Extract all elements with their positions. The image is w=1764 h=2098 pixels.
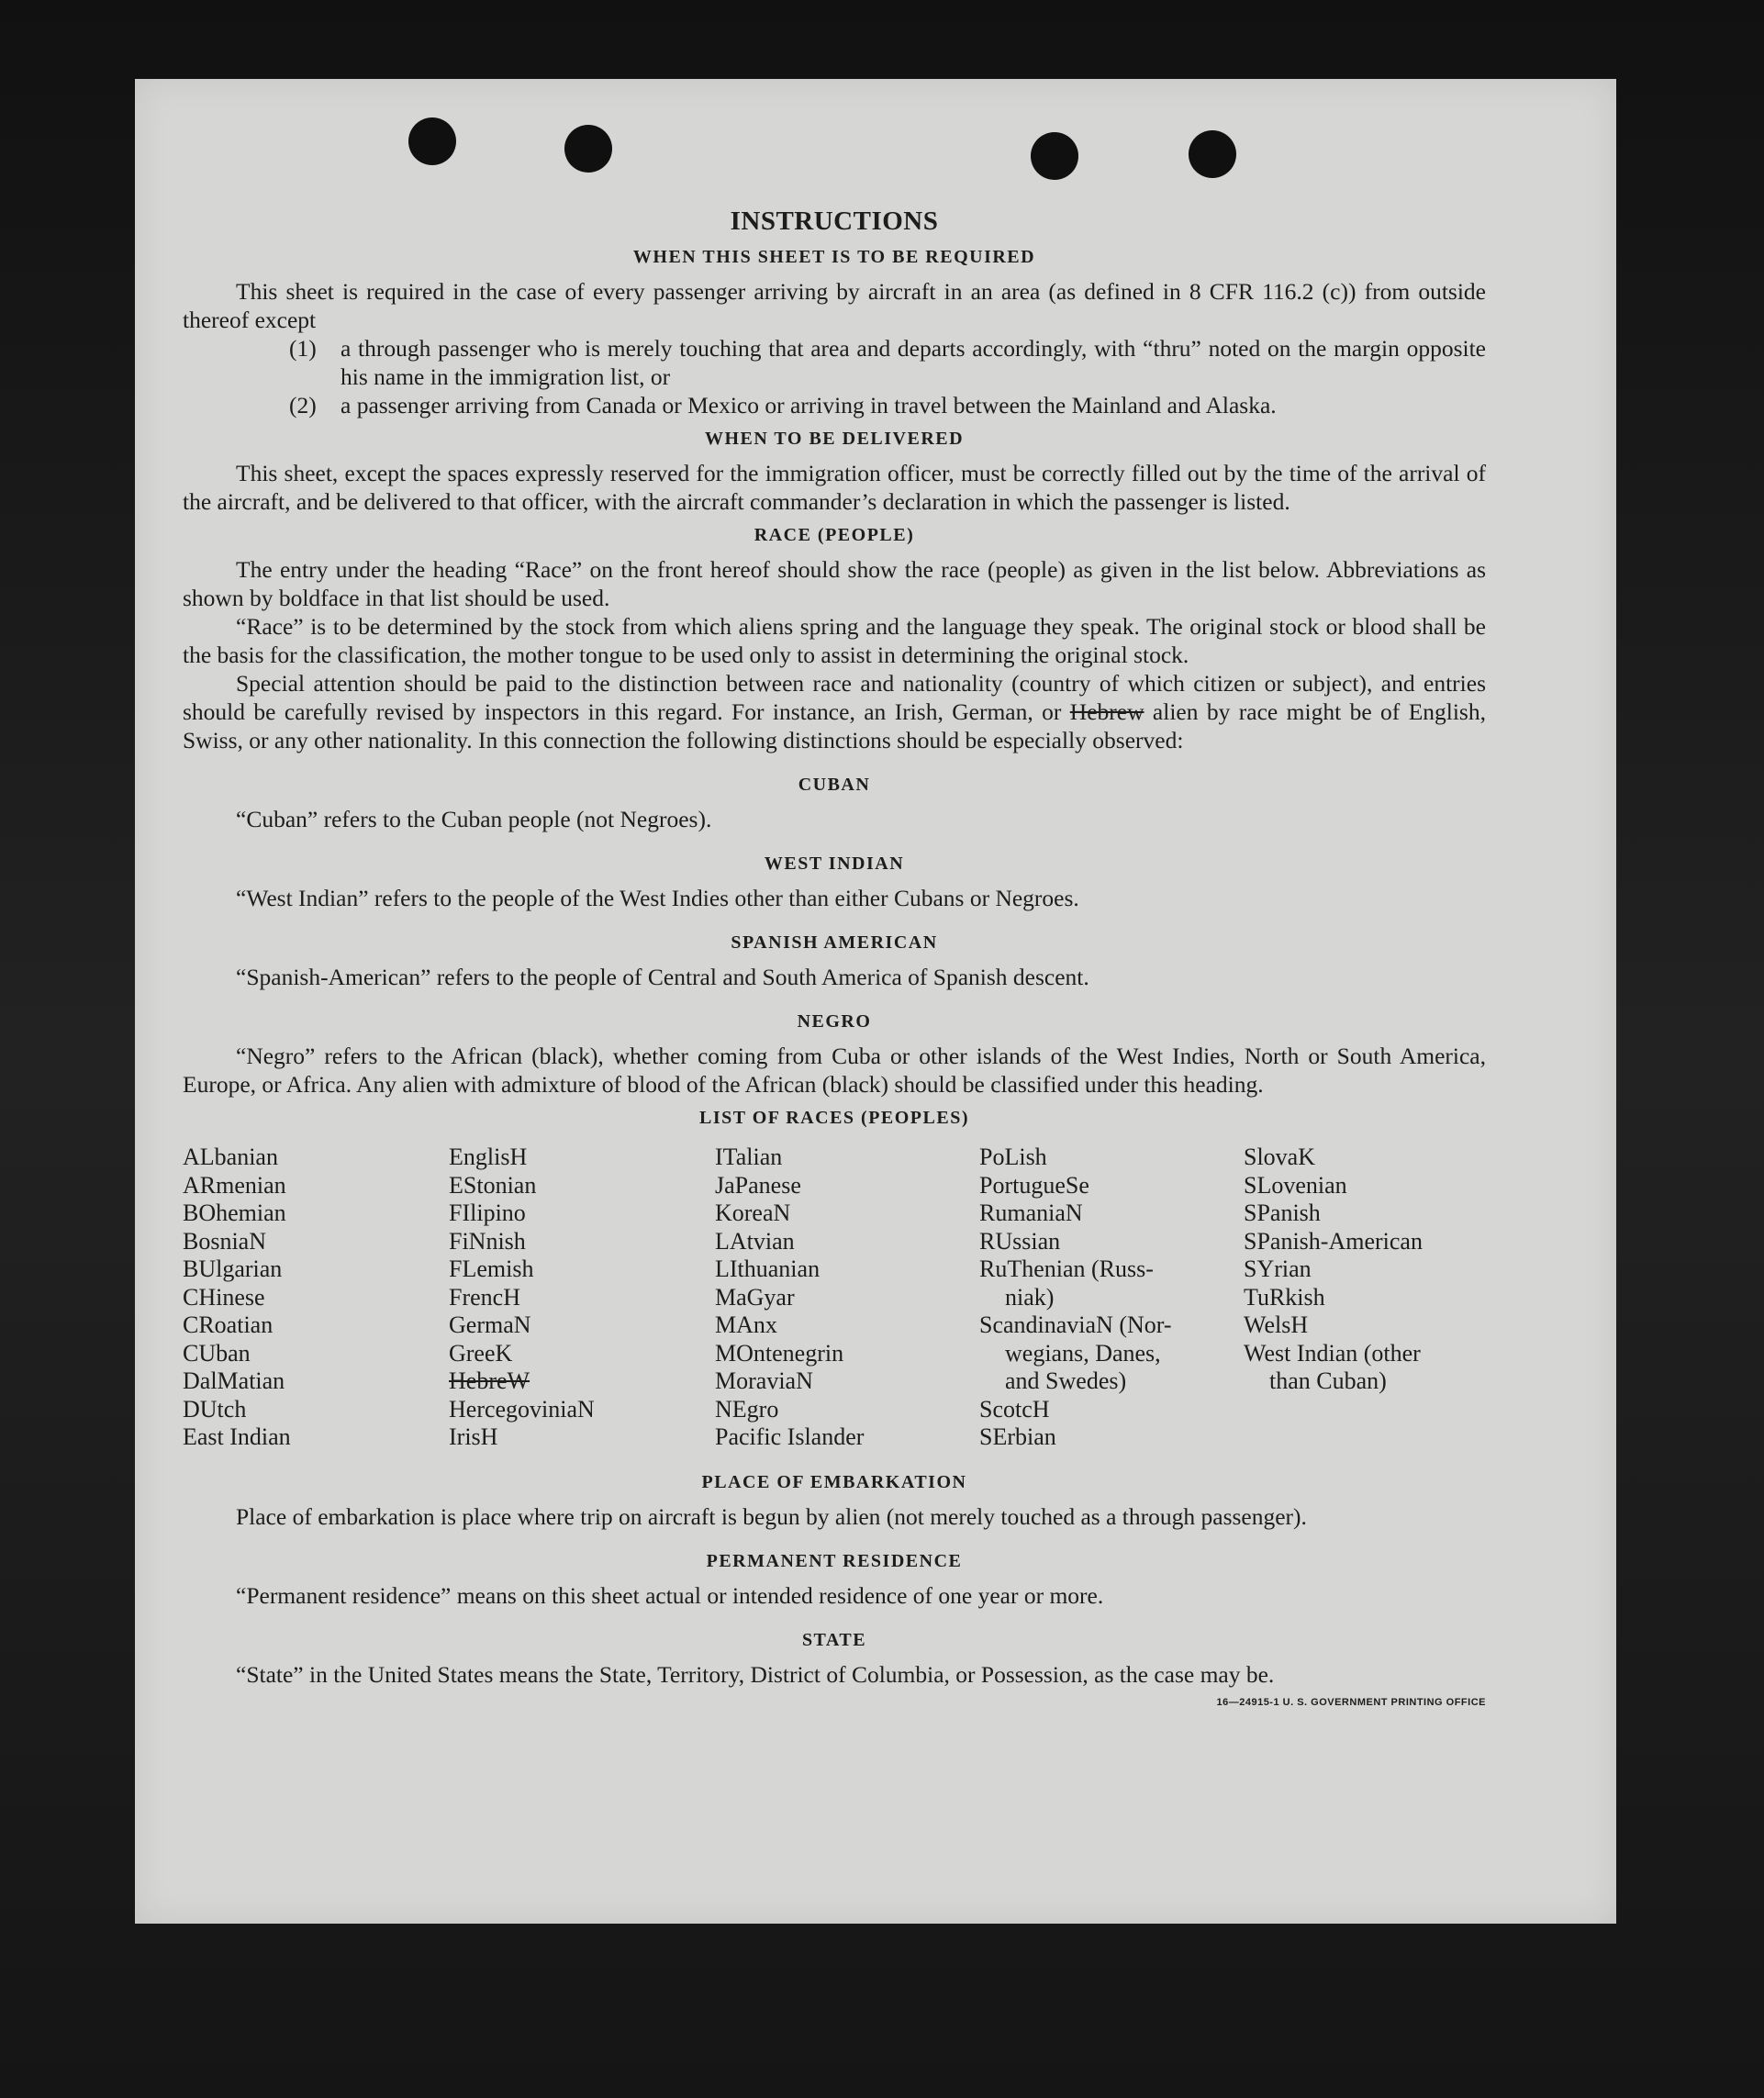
state-text: “State” in the United States means the State, Territory, District of Columbia, or Possession, as the case may be. xyxy=(236,1660,1275,1688)
race-entry-continued: and Swedes) xyxy=(1005,1367,1127,1394)
race-entry: RUssian xyxy=(979,1227,1061,1255)
race-entry: BUlgarian xyxy=(183,1255,283,1282)
race-entry: GreeK xyxy=(449,1339,513,1367)
list-text: a through passenger who is merely touching that area and departs accordingly, with “thru” noted on the margin opposite his name in the immigration list, or xyxy=(341,335,1486,390)
list-number: (1) xyxy=(289,335,317,362)
race-entry: CHinese xyxy=(183,1283,265,1311)
struck-word: Hebrew xyxy=(1069,698,1144,725)
race-entry: NEgro xyxy=(715,1395,779,1423)
instructions-content xyxy=(183,207,1486,1717)
residence-text: “Permanent residence” means on this sheet actual or intended residence of one year or more. xyxy=(236,1581,1104,1609)
punch-hole xyxy=(1031,132,1078,180)
race-entry: EnglisH xyxy=(449,1144,528,1170)
race-entry: MaGyar xyxy=(715,1283,795,1311)
race-entry: EStonian xyxy=(449,1171,537,1199)
list-item xyxy=(289,391,1486,419)
race-entry: FrencH xyxy=(449,1283,520,1311)
race-entry: SlovaK xyxy=(1244,1144,1315,1170)
races-column xyxy=(715,1144,979,1452)
race-paragraph-1: The entry under the heading “Race” on the front hereof should show the race (people) as given in the list below. Abbreviations as shown by boldface in that list should be used. xyxy=(183,556,1486,611)
race-entry: SPanish xyxy=(1244,1200,1321,1226)
race-entry: ScotcH xyxy=(979,1395,1050,1423)
race-entry: DalMatian xyxy=(183,1367,285,1394)
spanish-american-text: “Spanish-American” refers to the people of Central and South America of Spanish descent. xyxy=(236,964,1089,990)
race-entry: IrisH xyxy=(449,1423,498,1450)
races-column xyxy=(979,1144,1244,1452)
race-entry: ALbanian xyxy=(183,1144,278,1170)
race-entry: WelsH xyxy=(1244,1311,1309,1338)
heading-permanent-residence: PERMANENT RESIDENCE xyxy=(706,1550,963,1571)
heading-race: RACE (PEOPLE) xyxy=(754,525,915,545)
race-entry: BOhemian xyxy=(183,1200,286,1226)
races-column xyxy=(1244,1144,1486,1452)
race-entry: FiNnish xyxy=(449,1227,526,1255)
race-entry: SYrian xyxy=(1244,1255,1312,1282)
race-entry: TuRkish xyxy=(1244,1283,1325,1311)
race-entry: LIthuanian xyxy=(715,1255,821,1282)
race-entry: PortugueSe xyxy=(979,1171,1089,1199)
race-entry-continued: niak) xyxy=(1005,1283,1055,1311)
race-entry: East Indian xyxy=(183,1423,291,1450)
delivered-text: This sheet, except the spaces expressly reserved for the immigration officer, must be correctly filled out by the time of the arrival of the aircraft, and be delivered to that officer, with the aircraft commander’s declaration in which the passenger is listed. xyxy=(183,460,1486,515)
embarkation-text: Place of embarkation is place where trip on aircraft is begun by alien (not merely touched as a through passenger). xyxy=(236,1502,1307,1530)
cuban-text: “Cuban” refers to the Cuban people (not Negroes). xyxy=(236,806,712,832)
required-intro: This sheet is required in the case of every passenger arriving by aircraft in an area (as defined in 8 CFR 116.2 (c)) from outside thereof except xyxy=(183,278,1486,333)
race-paragraph-3-start: Special attention should be paid to the distinction between race and nationality (country of which citizen or subject), and entries should be carefully revised by inspectors in this regard. For instance, an Irish, German, or xyxy=(183,670,1486,725)
race-entry: LAtvian xyxy=(715,1227,795,1255)
race-entry: MAnx xyxy=(715,1311,777,1338)
races-column xyxy=(183,1144,449,1452)
list-number: (2) xyxy=(289,392,317,418)
race-entry-continued: than Cuban) xyxy=(1269,1367,1387,1394)
race-entry: FLemish xyxy=(449,1255,534,1282)
negro-text: “Negro” refers to the African (black), whether coming from Cuba or other islands of the West Indies, North or South America, Europe, or Africa. Any alien with admixture of blood of the African (black) should be classified under this heading. xyxy=(183,1043,1486,1098)
race-entry: CRoatian xyxy=(183,1311,274,1338)
race-entry: JaPanese xyxy=(715,1171,801,1199)
races-list xyxy=(183,1144,1486,1452)
heading-west-indian: WEST INDIAN xyxy=(764,854,905,874)
race-entry: SLovenian xyxy=(1244,1171,1347,1199)
footer xyxy=(183,1689,1486,1717)
race-entry-struck: HebreW xyxy=(449,1367,530,1394)
punch-hole xyxy=(408,117,456,165)
heading-when-required: WHEN THIS SHEET IS TO BE REQUIRED xyxy=(632,247,1036,267)
race-entry: MOntenegrin xyxy=(715,1339,844,1367)
race-entry: BosniaN xyxy=(183,1227,266,1255)
race-entry: ScandinaviaN (Nor- xyxy=(979,1311,1172,1338)
race-entry: SPanish-American xyxy=(1244,1227,1423,1255)
race-entry: GermaN xyxy=(449,1311,531,1338)
heading-embarkation: PLACE OF EMBARKATION xyxy=(701,1471,967,1492)
race-paragraph-3 xyxy=(183,669,1486,754)
race-entry: RumaniaN xyxy=(979,1200,1083,1226)
west-indian-text: “West Indian” refers to the people of the West Indies other than either Cubans or Negroes. xyxy=(236,885,1079,911)
race-entry: CUban xyxy=(183,1339,251,1367)
race-entry: HercegoviniaN xyxy=(449,1395,595,1423)
race-entry: ITalian xyxy=(715,1144,783,1170)
race-entry: Pacific Islander xyxy=(715,1423,865,1450)
race-entry-continued: wegians, Danes, xyxy=(1005,1339,1161,1367)
punch-hole xyxy=(564,125,612,173)
races-column xyxy=(449,1144,715,1452)
race-entry: ARmenian xyxy=(183,1171,286,1199)
heading-spanish-american: SPANISH AMERICAN xyxy=(731,932,938,953)
punch-hole xyxy=(1189,130,1236,178)
list-item xyxy=(289,334,1486,391)
race-entry: DUtch xyxy=(183,1395,247,1423)
race-entry: RuThenian (Russ- xyxy=(979,1255,1154,1282)
printing-office-note: 16—24915-1 U. S. GOVERNMENT PRINTING OFFICE xyxy=(1216,1696,1486,1708)
race-entry: PoLish xyxy=(979,1144,1047,1170)
heading-state: STATE xyxy=(801,1629,867,1650)
race-entry: MoraviaN xyxy=(715,1367,813,1394)
heading-negro: NEGRO xyxy=(797,1011,872,1032)
race-entry: West Indian (other xyxy=(1244,1339,1421,1367)
heading-cuban: CUBAN xyxy=(798,775,871,795)
heading-when-delivered: WHEN TO BE DELIVERED xyxy=(704,429,965,449)
race-entry: FIlipino xyxy=(449,1200,526,1226)
heading-list-of-races: LIST OF RACES (PEOPLES) xyxy=(698,1108,969,1128)
race-paragraph-3-end: alien by race might be of English, Swiss, or any other nationality. In this connection the following distinctions should be especially observed: xyxy=(183,698,1486,753)
list-text: a passenger arriving from Canada or Mexico or arriving in travel between the Mainland and Alaska. xyxy=(341,392,1277,418)
document-page xyxy=(135,79,1616,1924)
page-title: INSTRUCTIONS xyxy=(730,206,939,236)
race-paragraph-2: “Race” is to be determined by the stock from which aliens spring and the language they speak. The original stock or blood shall be the basis for the classification, the mother tongue to be used only to assist in determining the original stock. xyxy=(183,613,1486,668)
race-entry: SErbian xyxy=(979,1423,1056,1450)
race-entry: KoreaN xyxy=(715,1200,791,1226)
